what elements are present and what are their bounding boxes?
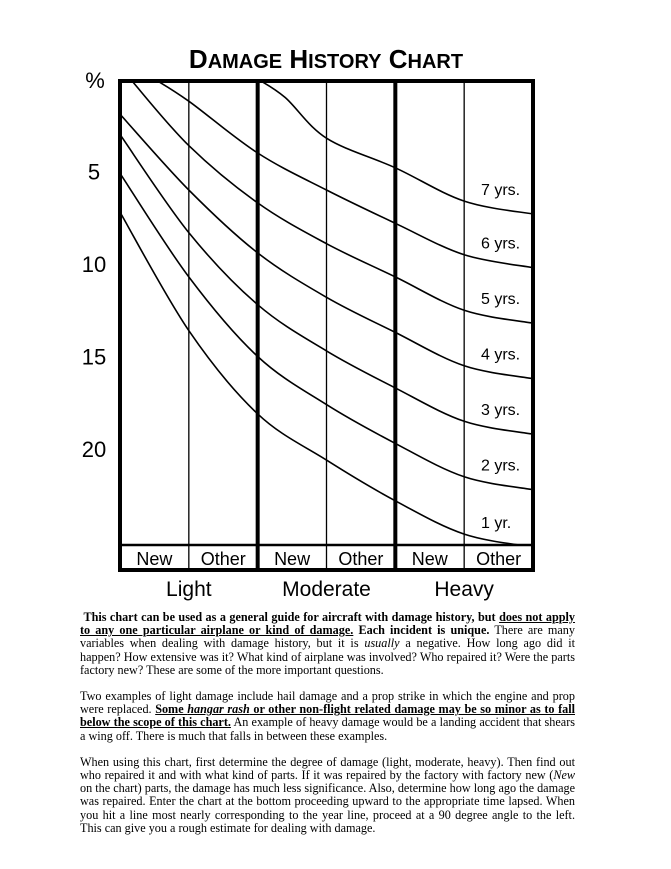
group-label-heavy: Heavy (434, 578, 494, 601)
y-tick-labels (82, 160, 106, 463)
column-label-new: New (274, 549, 311, 569)
y-tick-label: 10 (81, 252, 107, 277)
title-initial: C (381, 44, 408, 74)
group-label-moderate: Moderate (282, 578, 371, 601)
note-3-italic: New (553, 768, 575, 783)
y-tick-label: 5 (87, 159, 101, 185)
group-labels (166, 578, 494, 601)
column-label-other: Other (200, 549, 246, 569)
curve-label: 5 yrs. (481, 291, 521, 309)
note-3-text-b: on the chart) parts, the damage has much less significance. Also, determine how long ago the damage was repaired. Enter the chart at the bottom proceeding upward to the appropriate time lapsed. When you hit a line most nearly corresponding to the year line, proceed at a 90 degree angle to the left. This can give you a rough estimate for dealing with damage. (80, 781, 575, 835)
curve-label: 7 yrs. (481, 182, 521, 200)
curve-label: 3 yrs. (481, 402, 521, 420)
note-2-text-b: An example of heavy damage would be a landing accident that shears a wing off. There is much that falls in between these examples. (80, 715, 576, 743)
note-2-underlined-a: Some (155, 702, 188, 717)
column-label-other: Other (338, 549, 384, 569)
note-1-text-a: There are many variables when dealing with damage history, but it is (80, 623, 575, 651)
note-2-underlined-b: or other non-flight related damage may be so minor as to fall below the scope of this chart. (80, 702, 575, 730)
note-paragraph-3 (80, 756, 575, 835)
column-labels (136, 549, 521, 569)
title-rest: ISTORY (308, 51, 382, 73)
title-initial: H (282, 44, 309, 74)
y-tick-label: 15 (81, 344, 107, 370)
title-initial: D (188, 44, 208, 74)
note-paragraph-2 (80, 690, 575, 743)
note-2-hangar-rash: hangar rash (187, 702, 250, 717)
note-1-unique: Each incident is unique. (353, 623, 490, 638)
curve-label: 2 yrs. (481, 457, 521, 475)
curve-label: 6 yrs. (481, 235, 521, 253)
curve-6-yrs (154, 79, 533, 268)
curve-label: 4 yrs. (481, 346, 521, 364)
chart-title (189, 44, 463, 74)
note-1-text-b: a negative. How long ago did it happen? How extensive was it? What kind of airplane was involved? Who repaired it? Were the parts factory new? These are some of the more important questions. (80, 636, 575, 677)
title-rest: HART (407, 51, 464, 73)
curve-5-yrs (130, 79, 533, 323)
column-label-new: New (136, 549, 173, 569)
curve-labels (478, 180, 524, 532)
note-1-italic: usually (364, 636, 400, 651)
y-axis-unit-label: % (85, 68, 105, 93)
column-label-new: New (411, 549, 448, 569)
group-label-light: Light (166, 578, 212, 601)
note-1-underlined: does not apply to any one particular airplane or kind of damage. (80, 610, 576, 638)
note-1-lead: This chart can be used as a general guide for aircraft with damage history, but (83, 610, 500, 624)
column-label-other: Other (476, 549, 522, 569)
note-2-text-a: Two examples of light damage include hail damage and a prop strike in which the engine and prop were replaced. (80, 689, 575, 717)
note-3-text-a: When using this chart, first determine the degree of damage (light, moderate, heavy). Then find out who repaired it and with what kind of parts. If it was repaired by the factory with factory new ( (80, 754, 575, 783)
note-paragraph-1 (80, 611, 575, 677)
plot-frame (120, 81, 533, 570)
curve-label: 1 yr. (481, 515, 512, 533)
y-tick-label: 20 (81, 437, 107, 462)
explanatory-notes (80, 611, 575, 848)
title-rest: AMAGE (207, 51, 283, 73)
